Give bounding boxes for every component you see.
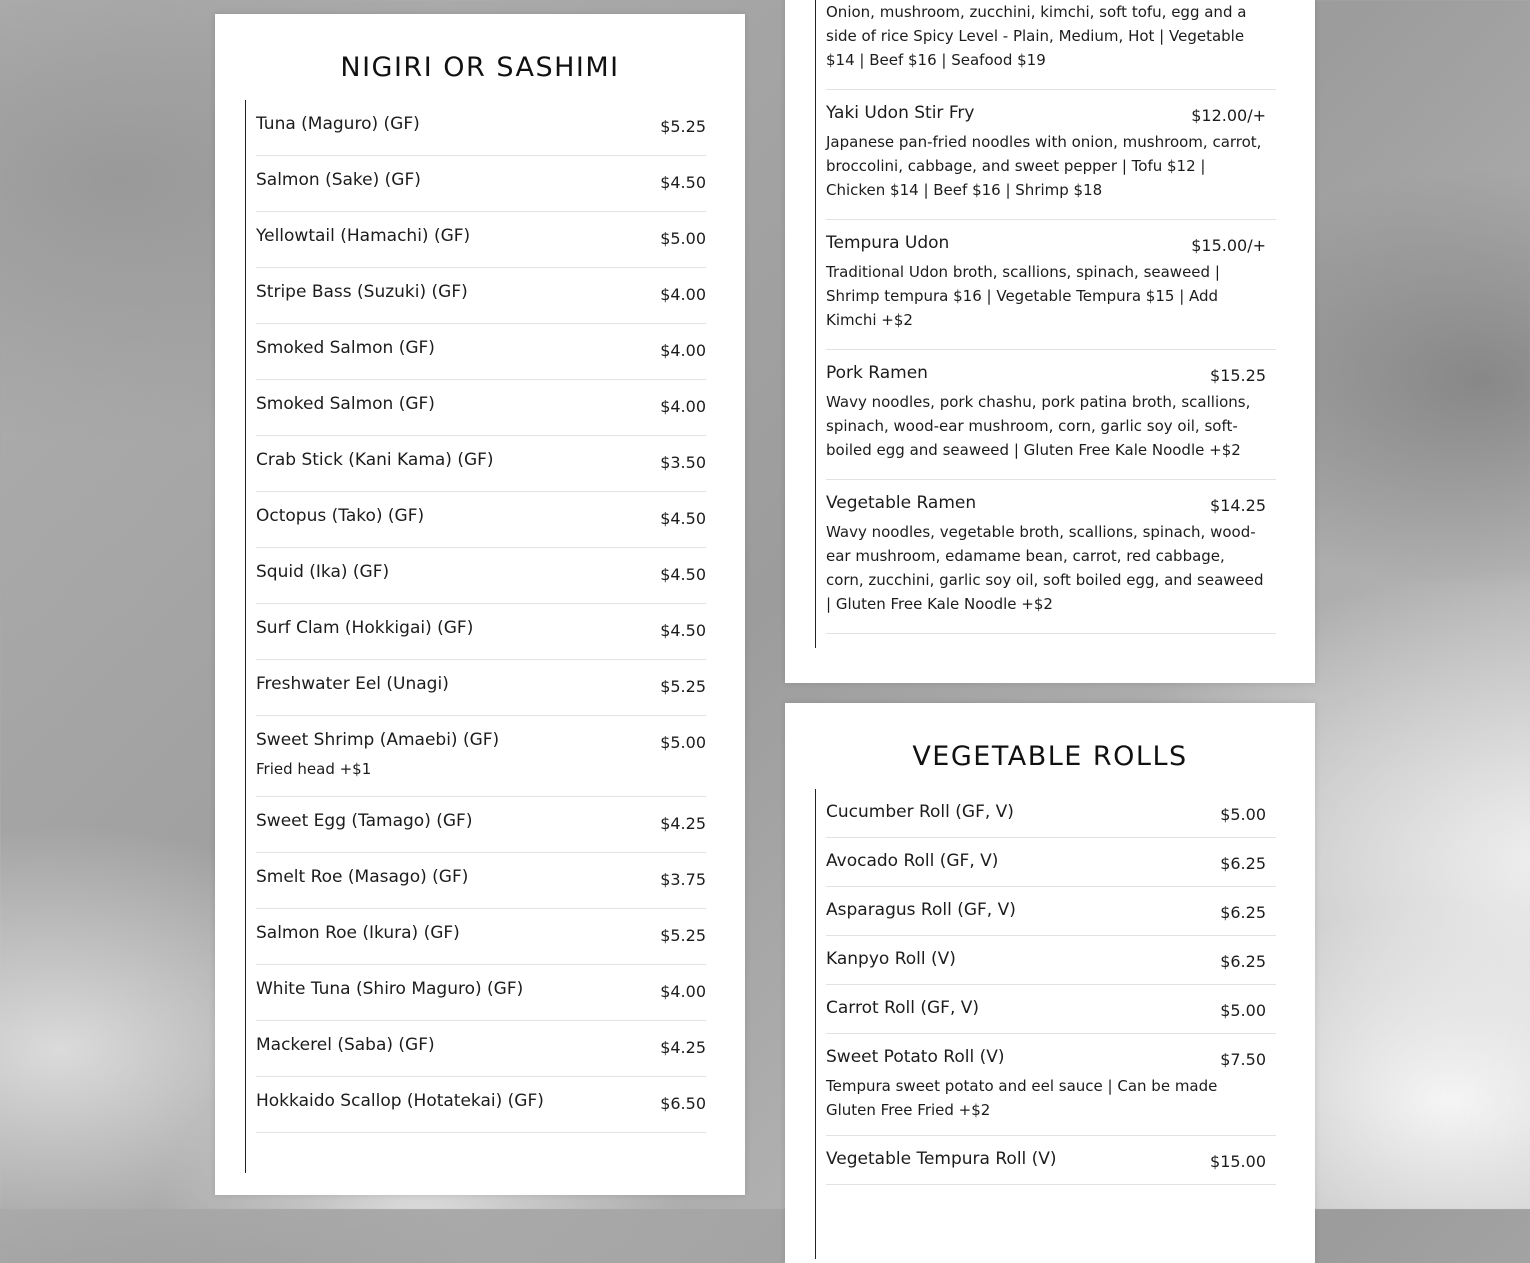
menu-item [256,268,706,324]
menu-item-price: $5.25 [660,117,706,136]
nigiri-item-list [245,100,706,1173]
menu-item-price: $3.50 [660,453,706,472]
menu-item-name: Avocado Roll (GF, V) [826,851,999,871]
menu-item [826,220,1276,350]
menu-item-name: Vegetable Tempura Roll (V) [826,1149,1057,1169]
menu-item [826,1034,1276,1136]
menu-item-price: $6.25 [1220,952,1266,971]
menu-item [826,90,1276,220]
nigiri-menu-card [215,14,745,1195]
menu-item-price: $3.75 [660,870,706,889]
menu-item-name: Salmon Roe (Ikura) (GF) [256,923,460,943]
menu-item-name: Pork Ramen [826,363,928,383]
nigiri-section-title: NIGIRI OR SASHIMI [340,52,620,83]
menu-item-description: Japanese pan-fried noodles with onion, mushroom, carrot, broccolini, cabbage, and sweet pepper | Tofu $12 | Chicken $14 | Beef $16 | Shrimp $18 [826,133,1262,199]
menu-item-name: Smelt Roe (Masago) (GF) [256,867,469,887]
noodles-menu-card [785,0,1315,683]
menu-item-name: White Tuna (Shiro Maguro) (GF) [256,979,524,999]
menu-item-name: Stripe Bass (Suzuki) (GF) [256,282,468,302]
menu-item [826,0,1276,90]
menu-item-price: $5.00 [660,733,706,752]
menu-item [826,985,1276,1034]
menu-item [256,492,706,548]
menu-item-name: Mackerel (Saba) (GF) [256,1035,435,1055]
menu-item-price: $6.25 [1220,854,1266,873]
vegetable-rolls-menu-card [785,703,1315,1263]
menu-item [256,853,706,909]
menu-item [826,350,1276,480]
menu-item-name: Smoked Salmon (GF) [256,338,435,358]
menu-item-price: $5.25 [660,677,706,696]
menu-item [256,604,706,660]
menu-item-price: $5.00 [1220,1001,1266,1020]
menu-item-price: $5.25 [660,926,706,945]
menu-item-name: Smoked Salmon (GF) [256,394,435,414]
menu-item-price: $4.00 [660,397,706,416]
menu-item-name: Hokkaido Scallop (Hotatekai) (GF) [256,1091,544,1111]
menu-item-price: $4.25 [660,1038,706,1057]
menu-item [256,660,706,716]
menu-item-price: $6.25 [1220,903,1266,922]
menu-item-price: $4.50 [660,509,706,528]
menu-item [256,156,706,212]
menu-item-name: Kanpyo Roll (V) [826,949,956,969]
menu-item-name: Tuna (Maguro) (GF) [256,114,420,134]
menu-item [256,716,706,797]
menu-item [826,1136,1276,1185]
menu-item-description: Wavy noodles, pork chashu, pork patina broth, scallions, spinach, wood-ear mushroom, corn, garlic soy oil, soft-boiled egg and seaweed | Gluten Free Kale Noodle +$2 [826,393,1251,459]
menu-item [256,548,706,604]
menu-item [256,380,706,436]
menu-item [256,212,706,268]
menu-item-price: $4.50 [660,565,706,584]
menu-item [826,789,1276,838]
menu-item-price: $12.00/+ [1191,106,1266,125]
menu-item-name: Yaki Udon Stir Fry [826,103,975,123]
menu-item [256,324,706,380]
menu-item-price: $15.25 [1210,366,1266,385]
menu-item [256,1077,706,1133]
menu-item-name: Surf Clam (Hokkigai) (GF) [256,618,474,638]
menu-item-name: Asparagus Roll (GF, V) [826,900,1016,920]
menu-item-name: Octopus (Tako) (GF) [256,506,425,526]
menu-item-price: $4.50 [660,621,706,640]
menu-item [826,887,1276,936]
menu-item-name: Carrot Roll (GF, V) [826,998,980,1018]
menu-item-description: Wavy noodles, vegetable broth, scallions, spinach, wood-ear mushroom, edamame bean, carrot, red cabbage, corn, zucchini, garlic soy oil, soft boiled egg, and seaweed | Gluten Free Kale Noodle +$2 [826,523,1264,613]
vegetable-rolls-section-title: VEGETABLE ROLLS [912,741,1188,772]
menu-item-price: $4.50 [660,173,706,192]
menu-item-price: $6.50 [660,1094,706,1113]
menu-item-price: $15.00 [1210,1152,1266,1171]
menu-item-name: Cucumber Roll (GF, V) [826,802,1014,822]
menu-item-name: Freshwater Eel (Unagi) [256,674,449,694]
menu-item-name: Sweet Egg (Tamago) (GF) [256,811,473,831]
noodles-item-list [815,0,1276,648]
menu-item [256,797,706,853]
menu-item-price: $4.25 [660,814,706,833]
menu-item-name: Crab Stick (Kani Kama) (GF) [256,450,494,470]
menu-item-description: Tempura sweet potato and eel sauce | Can be made Gluten Free Fried +$2 [826,1077,1218,1119]
menu-item [256,436,706,492]
menu-item-name: Yellowtail (Hamachi) (GF) [256,226,471,246]
menu-item-name: Salmon (Sake) (GF) [256,170,421,190]
menu-item-price: $5.00 [660,229,706,248]
menu-item-description: Fried head +$1 [256,760,372,778]
menu-item [826,936,1276,985]
menu-item-price: $5.00 [1220,805,1266,824]
vegetable-rolls-item-list [815,789,1276,1259]
menu-item-name: Sweet Shrimp (Amaebi) (GF) [256,730,500,750]
menu-item-price: $4.00 [660,341,706,360]
menu-item-price: $4.00 [660,285,706,304]
menu-item [826,838,1276,887]
menu-item-price: $7.50 [1220,1050,1266,1069]
menu-item-price: $15.00/+ [1191,236,1266,255]
menu-item [256,909,706,965]
menu-item-name: Sweet Potato Roll (V) [826,1047,1005,1067]
menu-item [256,100,706,156]
menu-item-price: $14.25 [1210,496,1266,515]
menu-item-description: Traditional Udon broth, scallions, spinach, seaweed | Shrimp tempura $16 | Vegetable Tempura $15 | Add Kimchi +$2 [826,263,1220,329]
menu-item-description: Onion, mushroom, zucchini, kimchi, soft tofu, egg and a side of rice Spicy Level - Plain, Medium, Hot | Vegetable $14 | Beef $16 | Seafood $19 [826,3,1247,69]
menu-item-name: Squid (Ika) (GF) [256,562,390,582]
menu-item [826,480,1276,634]
menu-item [256,1021,706,1077]
menu-item-name: Tempura Udon [826,233,950,253]
menu-item-name: Vegetable Ramen [826,493,977,513]
menu-item [256,965,706,1021]
menu-item-price: $4.00 [660,982,706,1001]
